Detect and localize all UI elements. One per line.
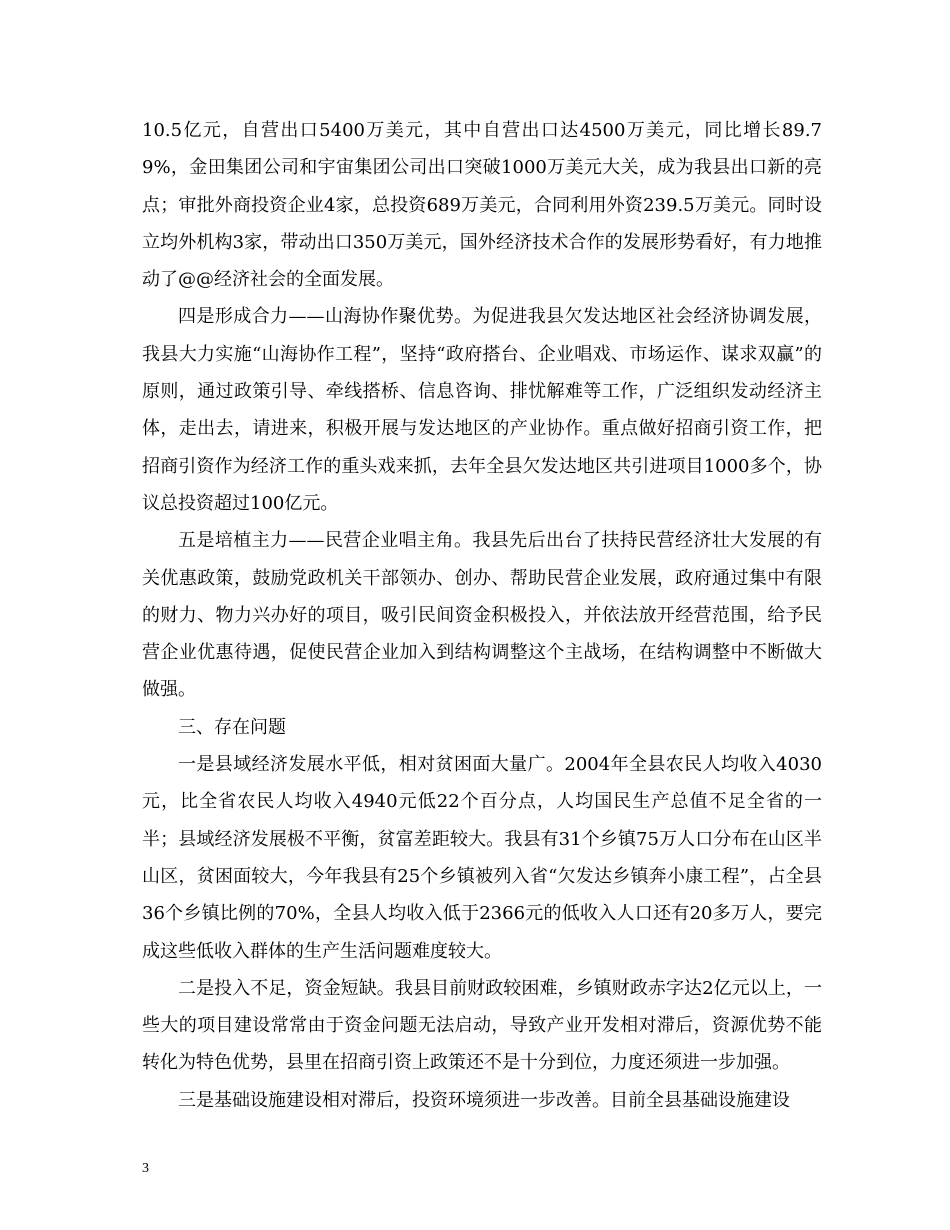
paragraph-private-enterprise: 五是培植主力——民营企业唱主角。我县先后出台了扶持民营经济壮大发展的有关优惠政策，鼓励党政机关干部领办、创办、帮助民营企业发展，政府通过集中有限的财力、物力兴办好的项目，吸引民间资金积极投入，并依法放开经营范围，给予民营企业优惠待遇，促使民营企业加入到结构调整这个主战场，在结构调整中不断做大做强。	[142, 530, 822, 701]
document-body	[142, 112, 822, 1119]
paragraph-problem-two: 二是投入不足，资金短缺。我县目前财政较困难，乡镇财政赤字达2亿元以上，一些大的项目建设常常由于资金问题无法启动，导致产业开发相对滞后，资源优势不能转化为特色优势，县里在招商引资上政策还不是十分到位，力度还须进一步加强。	[142, 977, 822, 1074]
paragraph-problem-three: 三是基础设施建设相对滞后，投资环境须进一步改善。目前全县基础设施建设	[178, 1089, 790, 1111]
section-heading-existing-problems: 三、存在问题	[178, 716, 286, 738]
paragraph-problem-one: 一是县域经济发展水平低，相对贫困面大量广。2004年全县农民人均收入4030元，比全省农民人均收入4940元低22个百分点，人均国民生产总值不足全省的一半；县域经济发展极不平衡，贫富差距较大。我县有31个乡镇75万人口分布在山区半山区，贫困面较大，今年我县有25个乡镇被列入省“欠发达乡镇奔小康工程”，占全县36个乡镇比例的70%，全县人均收入低于2366元的低收入人口还有20多万人，要完成这些低收入群体的生产生活问题难度较大。	[142, 754, 822, 962]
page-number: 3	[142, 1161, 149, 1176]
paragraph-foreign-trade-continued: 10.5亿元，自营出口5400万美元，其中自营出口达4500万美元，同比增长89.79%，金田集团公司和宇宙集团公司出口突破1000万美元大关，成为我县出口新的亮点；审批外商投资企业4家，总投资689万美元，合同利用外资239.5万美元。同时设立均外机构3家，带动出口350万美元，国外经济技术合作的发展形势看好，有力地推动了@@经济社会的全面发展。	[142, 120, 822, 291]
paragraph-mountain-sea-cooperation: 四是形成合力——山海协作聚优势。为促进我县欠发达地区社会经济协调发展，我县大力实施“山海协作工程”，坚持“政府搭台、企业唱戏、市场运作、谋求双赢”的原则，通过政策引导、牵线搭桥、信息咨询、排忧解难等工作，广泛组织发动经济主体，走出去，请进来，积极开展与发达地区的产业协作。重点做好招商引资工作，把招商引资作为经济工作的重头戏来抓，去年全县欠发达地区共引进项目1000多个，协议总投资超过100亿元。	[142, 306, 822, 514]
